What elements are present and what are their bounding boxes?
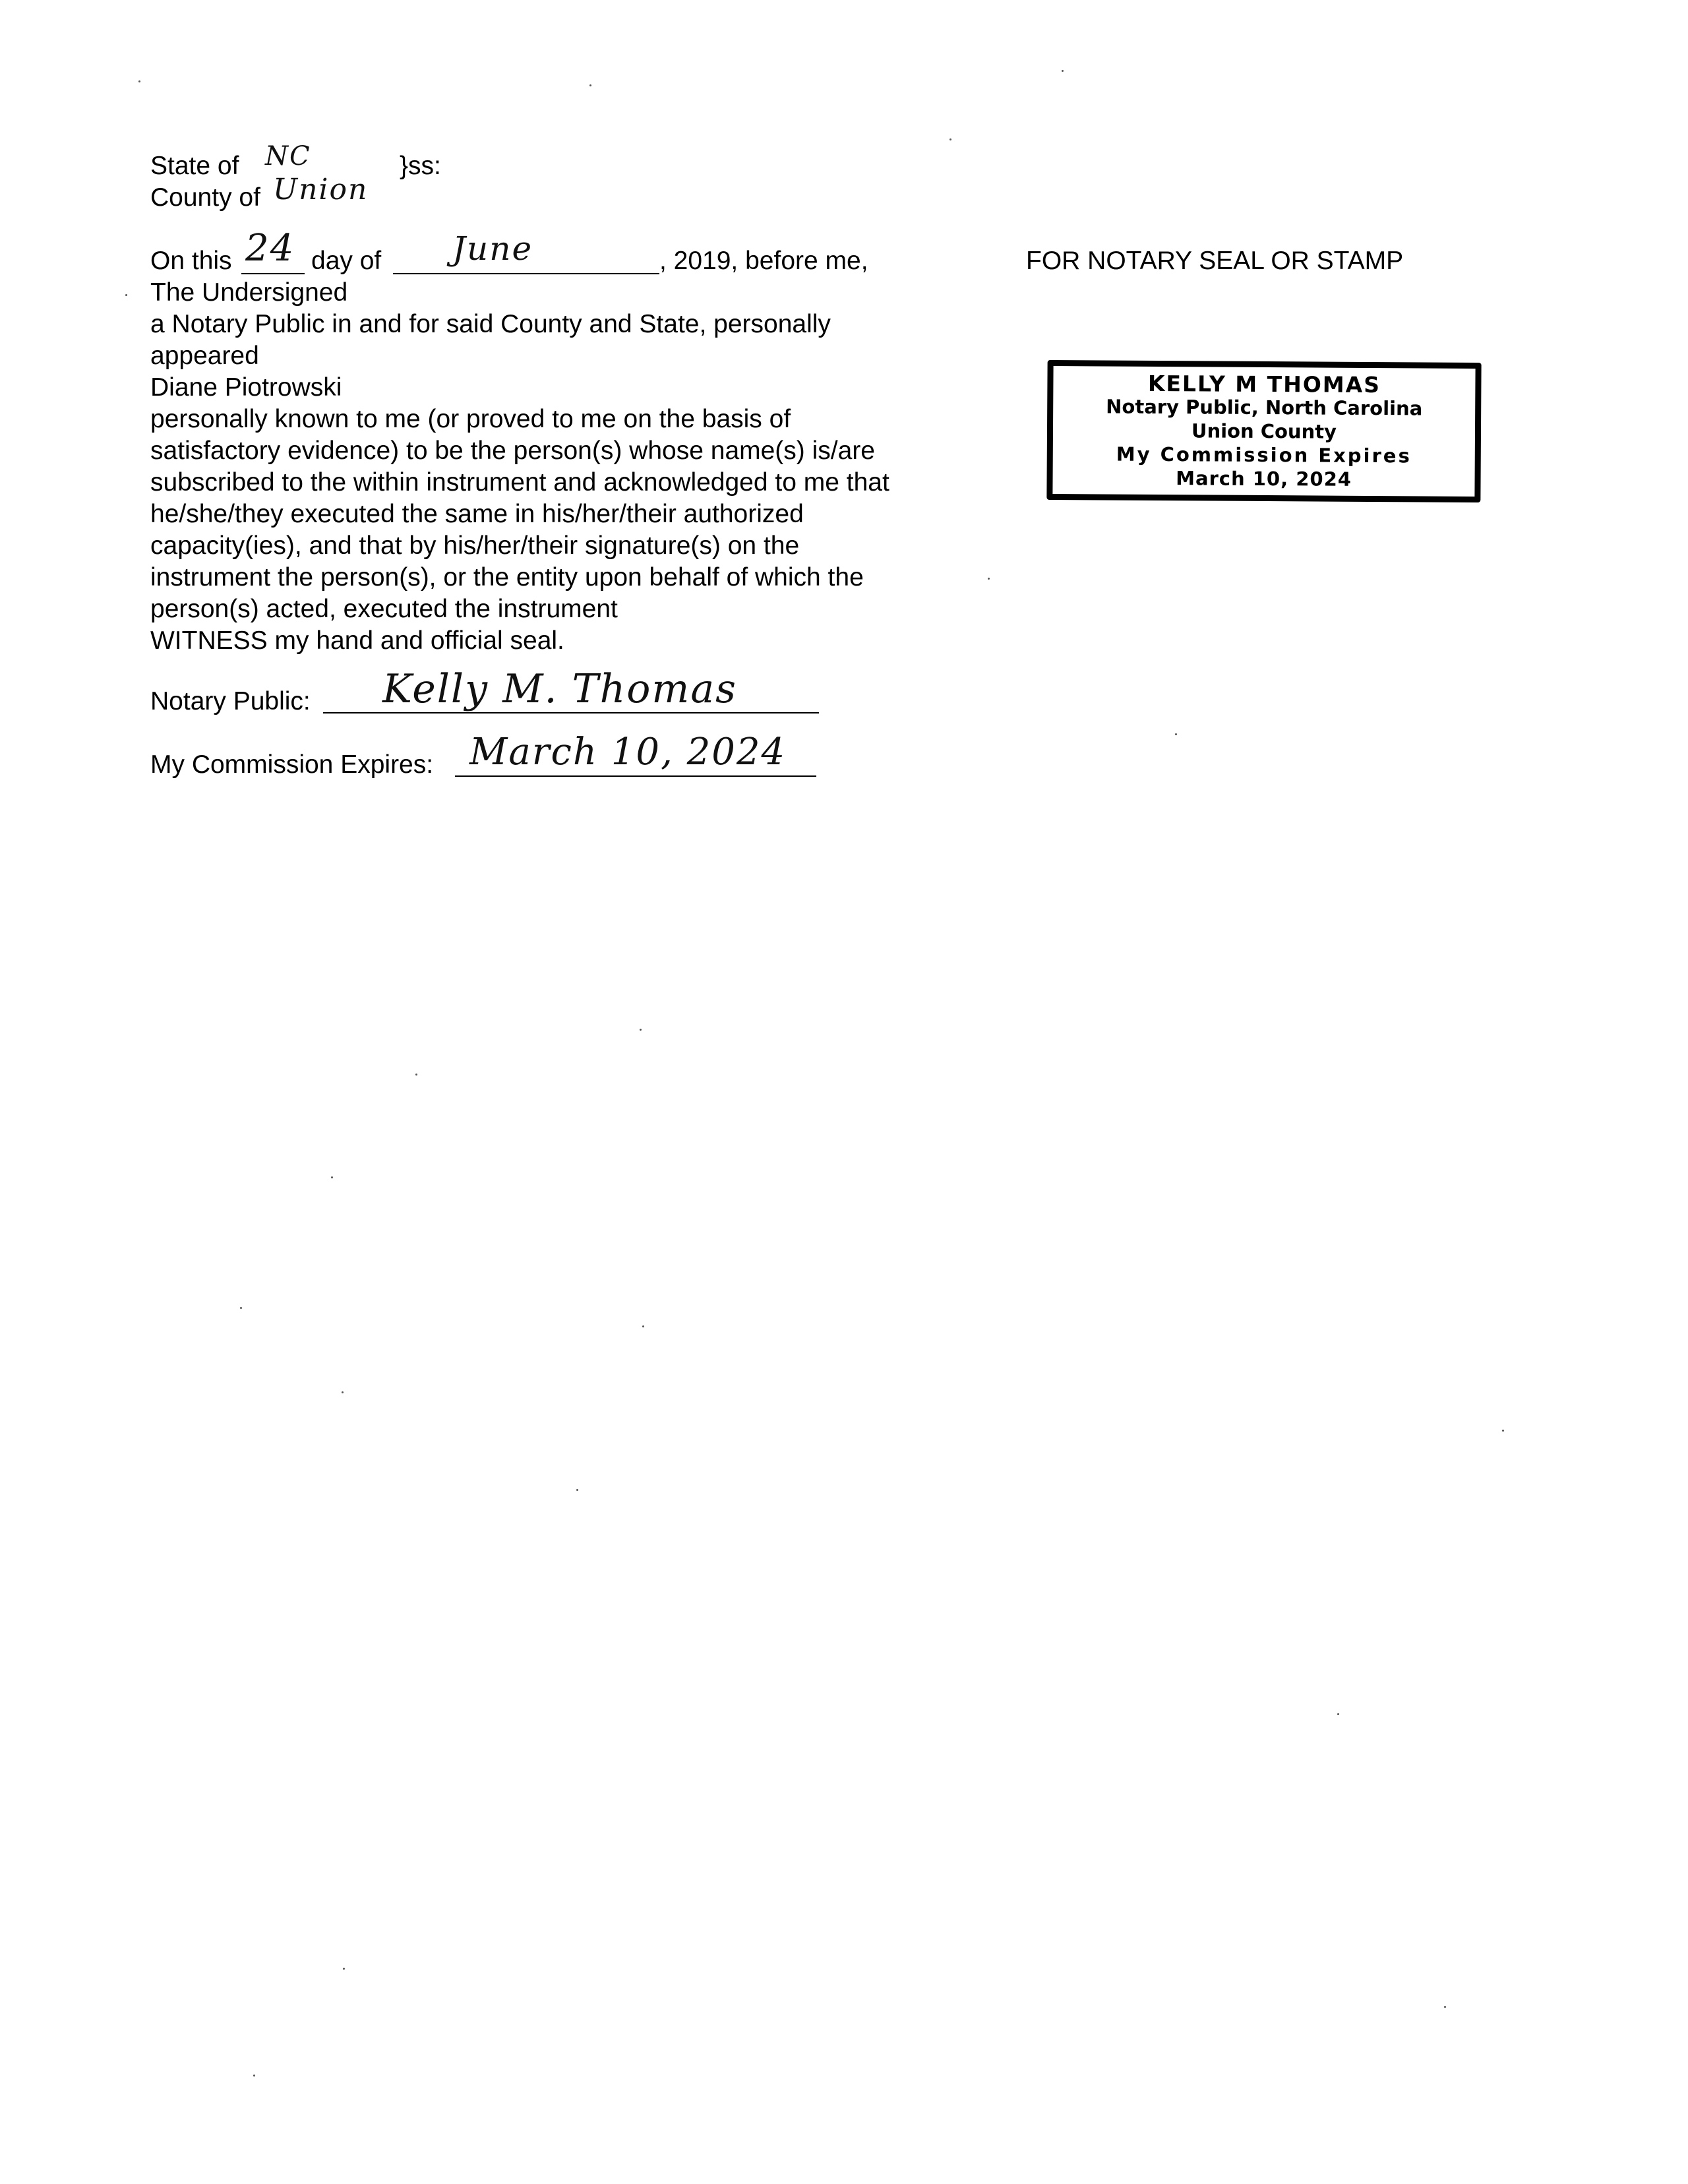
scan-speck [1444,2006,1446,2008]
body-line: appeared [150,342,259,370]
stamp-expires-label: My Commission Expires [1116,442,1412,468]
stamp-title: Notary Public, North Carolina [1106,395,1423,420]
notary-stamp [1046,360,1481,502]
body-line: personally known to me (or proved to me on the basis of [150,405,791,433]
commission-expires-label: My Commission Expires: [150,750,434,779]
scan-speck [1175,733,1177,735]
commission-blank [455,775,816,777]
month-blank [393,273,659,274]
seal-area-heading: FOR NOTARY SEAL OR STAMP [1026,247,1404,275]
county-label: County of [150,183,260,212]
body-line: subscribed to the within instrument and acknowledged to me that [150,468,889,497]
body-line: instrument the person(s), or the entity upon behalf of which the [150,563,864,592]
notary-signature-blank [323,712,819,713]
notary-public-label: Notary Public: [150,687,311,715]
commission-date-handwritten: March 10, 2024 [469,731,787,774]
body-line: a Notary Public in and for said County and State, personally [150,310,831,338]
scan-speck [240,1307,242,1309]
scan-speck [576,1489,578,1491]
scan-speck [331,1176,333,1178]
scan-speck [640,1029,642,1031]
scan-speck [1062,70,1064,72]
scan-speck [253,2075,255,2077]
scan-speck [125,294,127,296]
scan-speck [988,578,990,580]
witness-line: WITNESS my hand and official seal. [150,626,564,655]
day-of-label: day of [311,247,382,275]
ss-label: }ss: [400,152,441,180]
scan-speck [642,1325,644,1327]
stamp-name: KELLY M THOMAS [1147,370,1381,398]
county-value-handwritten: Union [273,173,369,206]
signer-name: Diane Piotrowski [150,373,342,402]
body-line: capacity(ies), and that by his/her/their signature(s) on the [150,531,800,560]
body-line: he/she/they executed the same in his/her/their authorized [150,500,804,528]
scan-speck [342,1391,344,1393]
body-line: person(s) acted, executed the instrument [150,595,618,623]
scan-speck [138,80,140,82]
scan-speck [1502,1430,1504,1432]
month-value-handwritten: June [452,229,533,268]
scan-speck [1337,1713,1339,1715]
scan-speck [950,138,951,140]
stamp-expires-date: March 10, 2024 [1176,467,1352,491]
year-text: , 2019, before me, [659,247,868,275]
stamp-county: Union County [1191,419,1337,443]
state-label: State of [150,152,239,180]
scan-speck [589,84,591,86]
day-blank [241,273,305,274]
on-this-label: On this [150,247,232,275]
day-value-handwritten: 24 [245,227,295,270]
officer-name: The Undersigned [150,278,348,307]
state-value-handwritten: NC [265,141,311,171]
notary-signature-handwritten: Kelly M. Thomas [382,666,737,712]
body-line: satisfactory evidence) to be the person(s) whose name(s) is/are [150,437,875,465]
scan-speck [415,1074,417,1076]
scan-speck [343,1968,345,1970]
